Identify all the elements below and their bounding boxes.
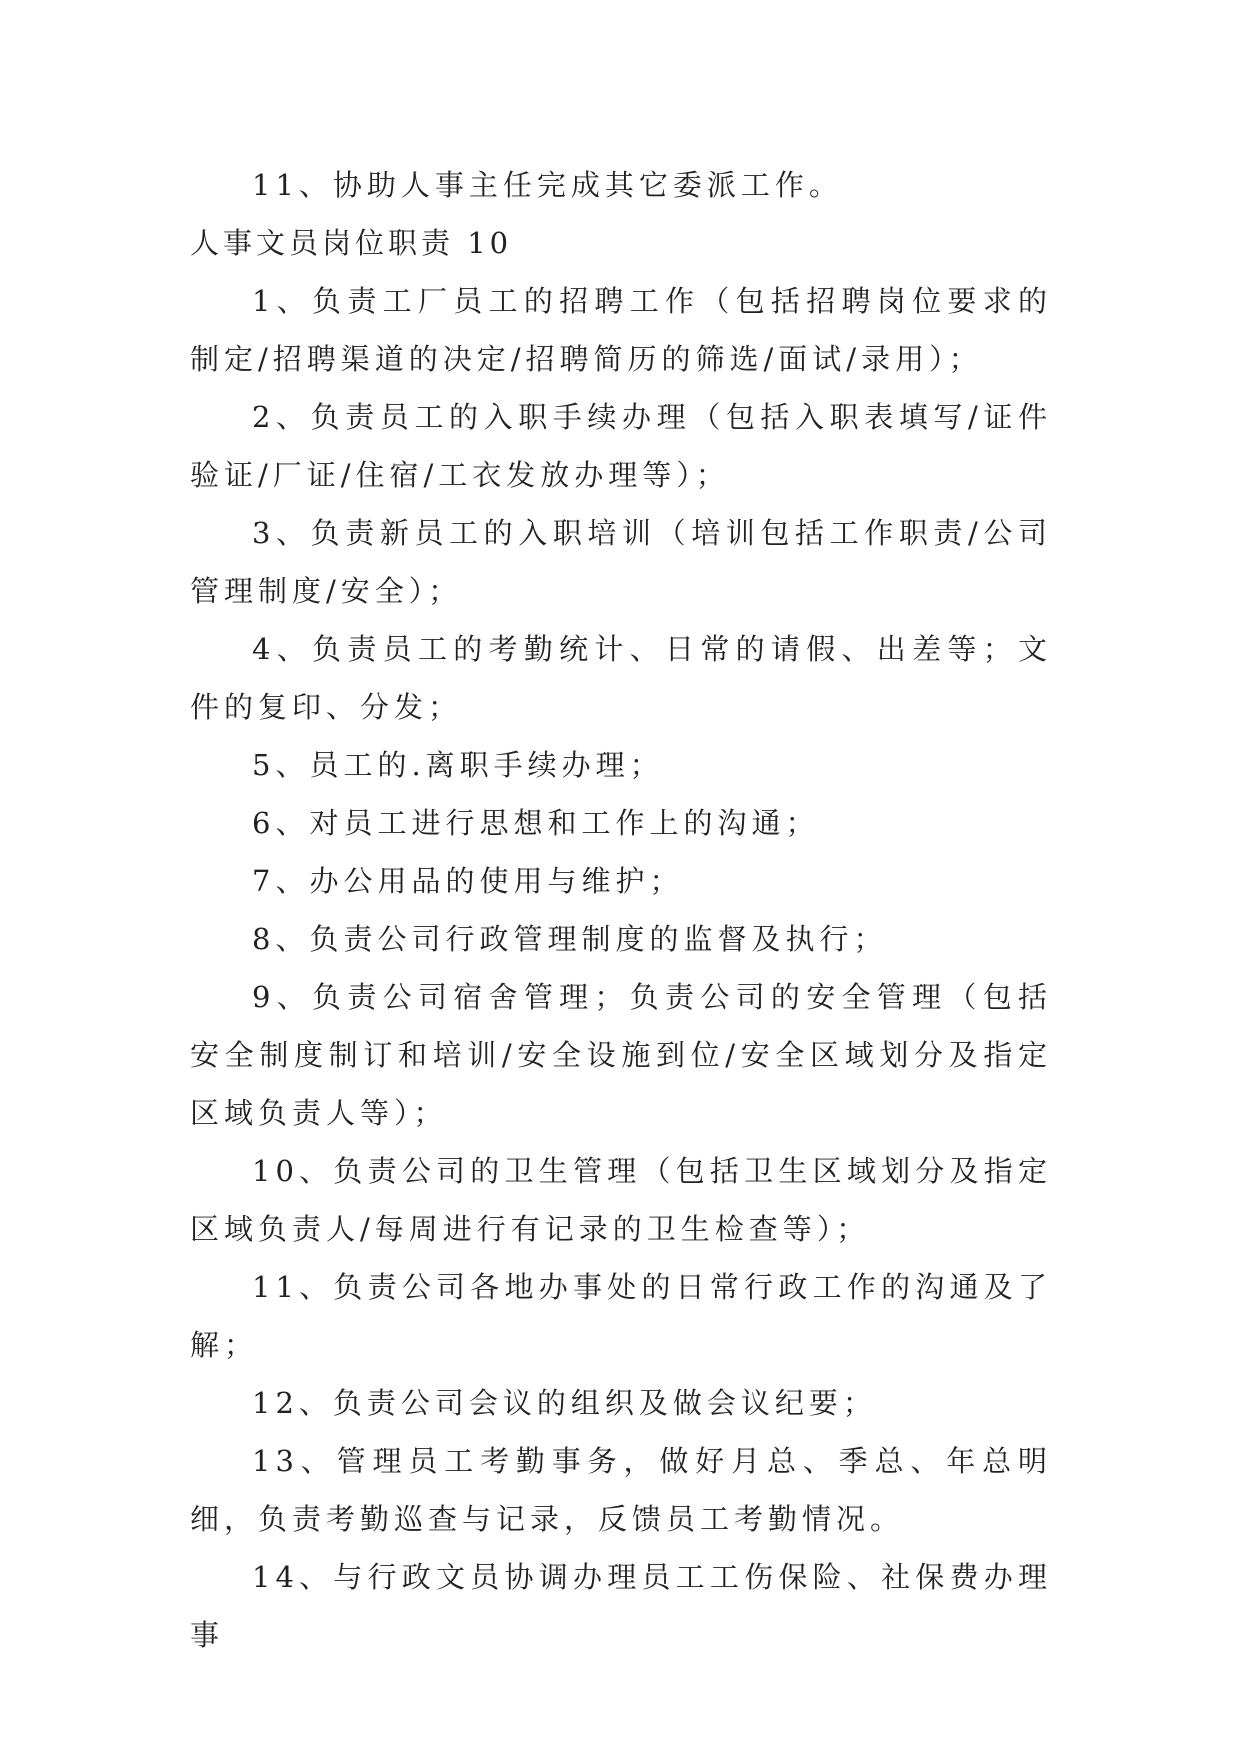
duty-item-10: 10、负责公司的卫生管理（包括卫生区域划分及指定区域负责人/每周进行有记录的卫生检查等）； bbox=[190, 1154, 1052, 1246]
duty-item-6: 6、对员工进行思想和工作上的沟通； bbox=[252, 806, 820, 840]
duty-item-2: 2、负责员工的入职手续办理（包括入职表填写/证件验证/厂证/住宿/工衣发放办理等）； bbox=[190, 400, 1052, 492]
duty-item-4: 4、负责员工的考勤统计、日常的请假、出差等；文件的复印、分发； bbox=[190, 632, 1052, 724]
duty-item-13: 13、管理员工考勤事务，做好月总、季总、年总明细，负责考勤巡查与记录，反馈员工考勤情况。 bbox=[190, 1444, 1052, 1536]
duty-item-1: 1、负责工厂员工的招聘工作（包括招聘岗位要求的制定/招聘渠道的决定/招聘简历的筛选/面试/录用）； bbox=[190, 284, 1052, 376]
duty-item-3: 3、负责新员工的入职培训（培训包括工作职责/公司管理制度/安全）； bbox=[190, 516, 1052, 608]
duty-item-5: 5、员工的.离职手续办理； bbox=[252, 748, 664, 782]
section-heading: 人事文员岗位职责 10 bbox=[190, 226, 513, 260]
paragraph-duty-11-previous: 11、协助人事主任完成其它委派工作。 bbox=[252, 168, 843, 202]
duty-item-9: 9、负责公司宿舍管理；负责公司的安全管理（包括安全制度制订和培训/安全设施到位/安全区域划分及指定区域负责人等）； bbox=[190, 980, 1052, 1130]
duty-item-11: 11、负责公司各地办事处的日常行政工作的沟通及了解； bbox=[190, 1270, 1052, 1362]
document-body bbox=[190, 156, 1052, 1664]
duty-item-14: 14、与行政文员协调办理员工工伤保险、社保费办理事 bbox=[190, 1560, 1052, 1652]
duty-item-7: 7、办公用品的使用与维护； bbox=[252, 864, 684, 898]
duty-item-12: 12、负责公司会议的组织及做会议纪要； bbox=[252, 1386, 877, 1420]
duty-item-8: 8、负责公司行政管理制度的监督及执行； bbox=[252, 922, 888, 956]
